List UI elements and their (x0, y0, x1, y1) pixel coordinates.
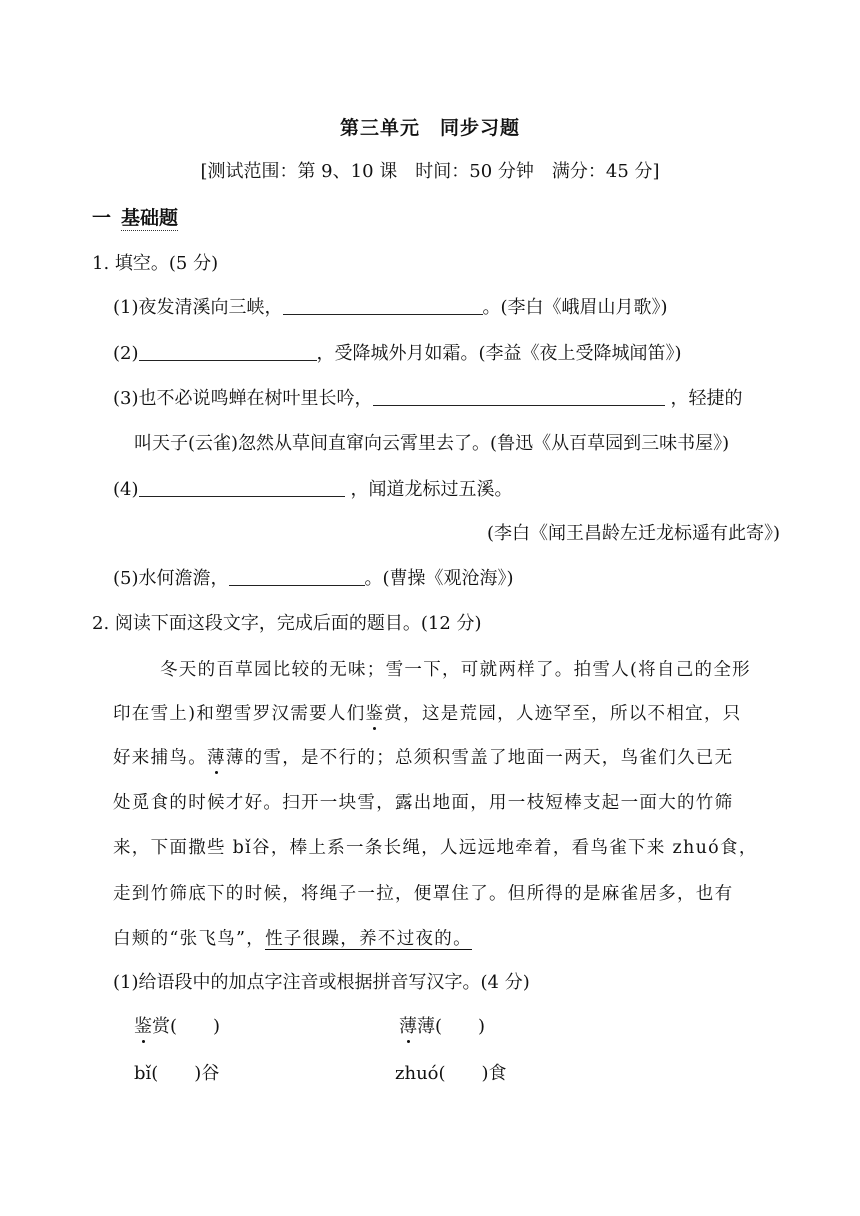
passage-line-1: 冬天的百草园比较的无味；雪一下，可就两样了。拍雪人(将自己的全形 (160, 660, 751, 680)
passage-line-6: 走到竹筛底下的时候，将绳子一拉，便罩住了。但所得的是麻雀居多，也有 (113, 884, 734, 904)
section-number: 一 (92, 207, 112, 229)
passage-text: 印在雪上)和塑雪罗汉需要人们 (113, 704, 366, 724)
q1-item-3-text: ，轻捷的 (670, 388, 743, 409)
test-info: [测试范围：第 9、10 课 时间：50 分钟 满分：45 分] (200, 161, 660, 182)
passage-line-4: 处觅食的时候才好。扫开一块雪，露出地面，用一枝短棒支起一面大的竹筛 (113, 793, 734, 813)
passage-line-2 (113, 700, 783, 725)
answer-item-4[interactable]: zhuó( )食 (395, 1063, 507, 1084)
section-label: 基础题 (121, 207, 179, 229)
question-2-heading: 2. 阅读下面这段文字，完成后面的题目。(12 分) (92, 613, 482, 634)
passage-text: 好来捕鸟。 (113, 748, 207, 768)
q1-item-2-number: (2) (113, 343, 139, 364)
q2-sub-1: (1)给语段中的加点字注音或根据拼音写汉字。(4 分) (113, 972, 530, 993)
q1-item-4-number: (4) (113, 479, 139, 500)
q1-item-3 (113, 387, 743, 411)
q1-item-1-prompt: (1)夜发清溪向三峡， (113, 297, 283, 318)
answer-slot[interactable]: 赏( ) (152, 1016, 221, 1037)
dotted-char: 薄 (207, 748, 226, 768)
q1-item-5 (113, 567, 514, 591)
q1-item-2 (113, 342, 682, 366)
passage-text: 白颊的“张飞鸟”， (113, 929, 266, 949)
q1-item-4-source: (李白《闻王昌龄左迁龙标遥有此寄》) (486, 523, 780, 544)
answer-blank[interactable] (229, 567, 365, 586)
passage-line-7 (113, 925, 783, 950)
underlined-sentence: 性子很躁，养不过夜的。 (265, 929, 472, 949)
answer-slot[interactable]: 薄( ) (417, 1016, 486, 1037)
q1-item-1 (113, 296, 668, 320)
passage-line-5: 来，下面撒些 bǐ谷，棒上系一条长绳，人远远地牵着，看鸟雀下来 zhuó食， (113, 838, 758, 858)
dotted-char: 鉴 (365, 704, 385, 724)
answer-blank[interactable] (283, 296, 483, 315)
q1-item-5-prompt: (5)水何澹澹， (113, 568, 229, 589)
section-heading (92, 206, 178, 230)
q1-item-2-text: ，受降城外月如霜。(李益《夜上受降城闻笛》) (316, 343, 682, 364)
answer-blank[interactable] (373, 387, 665, 406)
page-title: 第三单元 同步习题 (339, 117, 520, 139)
passage-text: 赏，这是荒园，人迹罕至，所以不相宜，只 (384, 704, 742, 724)
q1-item-4-text: ，闻道龙标过五溪。 (350, 479, 513, 500)
passage-line-3 (113, 744, 783, 769)
answer-blank[interactable] (139, 478, 345, 497)
answer-item-2 (399, 1015, 485, 1039)
q1-item-5-source: 。(曹操《观沧海》) (364, 568, 514, 589)
answer-blank[interactable] (139, 342, 317, 361)
q1-item-1-source: 。(李白《峨眉山月歌》) (482, 297, 668, 318)
dotted-char: 薄 (399, 1016, 417, 1037)
q1-item-3-prompt: (3)也不必说鸣蝉在树叶里长吟， (113, 388, 373, 409)
q1-item-4 (113, 478, 513, 502)
dotted-char: 鉴 (134, 1016, 152, 1037)
q1-item-3-continued: 叫天子(云雀)忽然从草间直窜向云霄里去了。(鲁迅《从百草园到三味书屋》) (134, 433, 730, 454)
answer-item-1 (134, 1015, 220, 1039)
passage-text: 薄的雪，是不行的；总须积雪盖了地面一两天，鸟雀们久已无 (225, 748, 734, 768)
question-1-heading: 1. 填空。(5 分) (92, 253, 219, 274)
answer-item-3[interactable]: bǐ( )谷 (134, 1063, 220, 1084)
